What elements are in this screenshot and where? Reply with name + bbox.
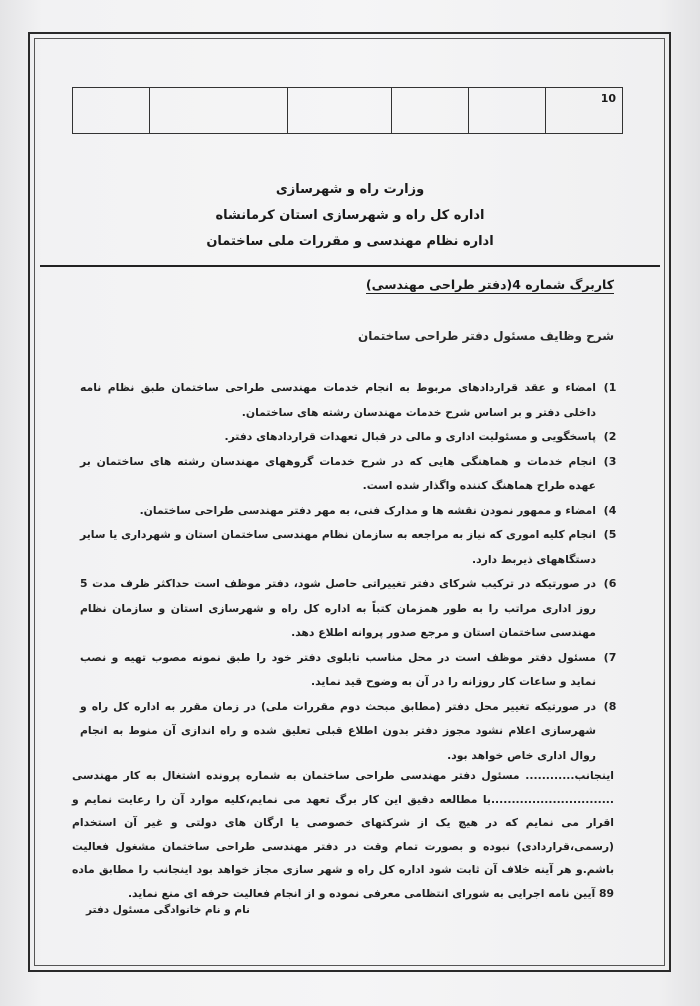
list-item [80, 425, 618, 450]
department-heading: اداره نظام مهندسی و مقررات ملی ساختمان [206, 234, 494, 249]
item-number: 5) [603, 528, 617, 541]
duties-list [80, 376, 618, 768]
form-subtitle: شرح وظایف مسئول دفتر طراحی ساختمان [357, 329, 614, 343]
list-item [80, 450, 618, 499]
signature-label: نام و نام خانوادگی مسئول دفتر [86, 904, 250, 916]
table-cell [469, 88, 546, 134]
list-item [80, 499, 618, 524]
table-row [73, 88, 623, 134]
list-item [80, 572, 618, 646]
ministry-heading: وزارت راه و شهرسازی [275, 182, 425, 197]
table-cell-row-number: 10 [546, 88, 623, 134]
pledge-paragraph: اینجانب............ مسئول دفتر مهندسی طراحی ساختمان به شماره پرونده اشتغال به کار مهندسی ..............................با مطالعه دقیق این کار برگ تعهد می نمایم،کلیه موارد آن را رعایت نمایم و اقرار می نمایم که در هیچ یک از شرکتهای خصوصی یا ارگان های دولتی و غیر آن استخدام (رسمی،قراردادی) نبوده و بصورت تمام وقت در دفتر مهندسی طراحی ساختمان مشغول فعالیت باشم.و هر آینه خلاف آن ثابت شود اداره کل راه و شهر سازی مجاز خواهد بود اینجانب را مطابق ماده 89 آیین نامه اجرایی به شورای انتظامی معرفی نموده و از انجام فعالیت حرفه ای منع نماید. [72, 769, 614, 900]
form-title: کاربرگ شماره 4(دفتر طراحی مهندسی) [365, 277, 614, 292]
item-text: امضاء و عقد قراردادهای مربوط به انجام خدمات مهندسی طراحی ساختمان طبق نظام نامه داخلی دفتر و بر اساس شرح خدمات مهندسان رشته های ساختمان. [80, 381, 596, 419]
item-number: 2) [603, 430, 617, 443]
item-text: در صورتیکه تغییر محل دفتر (مطابق مبحث دوم مقررات ملی) در زمان مقرر به اداره کل راه و شهرسازی اعلام نشود مجوز دفتر بدون اطلاع قبلی تعلیق شده و راه اندازی آن منوط به انجام روال اداری خاص خواهد بود. [80, 699, 596, 762]
item-number: 1) [603, 381, 617, 394]
item-text: مسئول دفتر موظف است در محل مناسب تابلوی دفتر خود را طبق نمونه مصوب تهیه و نصب نماید و ساعات کار روزانه را در آن به وضوح قید نماید. [80, 650, 596, 688]
header-divider [40, 265, 660, 267]
list-item [80, 523, 618, 572]
item-number: 6) [603, 577, 617, 590]
table-cell [73, 88, 150, 134]
table-cell [287, 88, 392, 134]
item-number: 8) [603, 699, 617, 713]
item-text: امضاء و ممهور نمودن نقشه ها و مدارک فنی، به مهر دفتر مهندسی طراحی ساختمان. [139, 503, 596, 517]
item-text: در صورتیکه در ترکیب شرکای دفتر تغییراتی حاصل شود، دفتر موظف است حداکثر ظرف مدت 5 روز اداری مراتب را به طور همزمان کتباً به اداره کل راه و شهرسازی استان و سازمان نظام مهندسی ساختمان استان و مرجع صدور پروانه اطلاع دهد. [80, 577, 596, 639]
list-item [80, 695, 618, 769]
table-cell [392, 88, 469, 134]
item-text: انجام خدمات و هماهنگی هایی که در شرح خدمات گروههای مهندسان رشته های ساختمان بر عهده طراح هماهنگ کننده واگذار شده است. [80, 454, 596, 492]
table-cell [150, 88, 288, 134]
item-text: انجام کلیه اموری که نیاز به مراجعه به سازمان نظام مهندسی ساختمان استان و شهرداری یا سایر دستگاههای ذیربط دارد. [80, 528, 596, 566]
list-item [80, 646, 618, 695]
list-item [80, 376, 618, 425]
item-number: 7) [603, 650, 617, 664]
item-number: 4) [603, 503, 617, 517]
directorate-heading: اداره کل راه و شهرسازی استان کرمانشاه [215, 208, 485, 223]
item-number: 3) [603, 454, 617, 468]
records-table [72, 87, 623, 134]
item-text: پاسخگویی و مسئولیت اداری و مالی در قبال تعهدات قراردادهای دفتر. [224, 430, 596, 443]
